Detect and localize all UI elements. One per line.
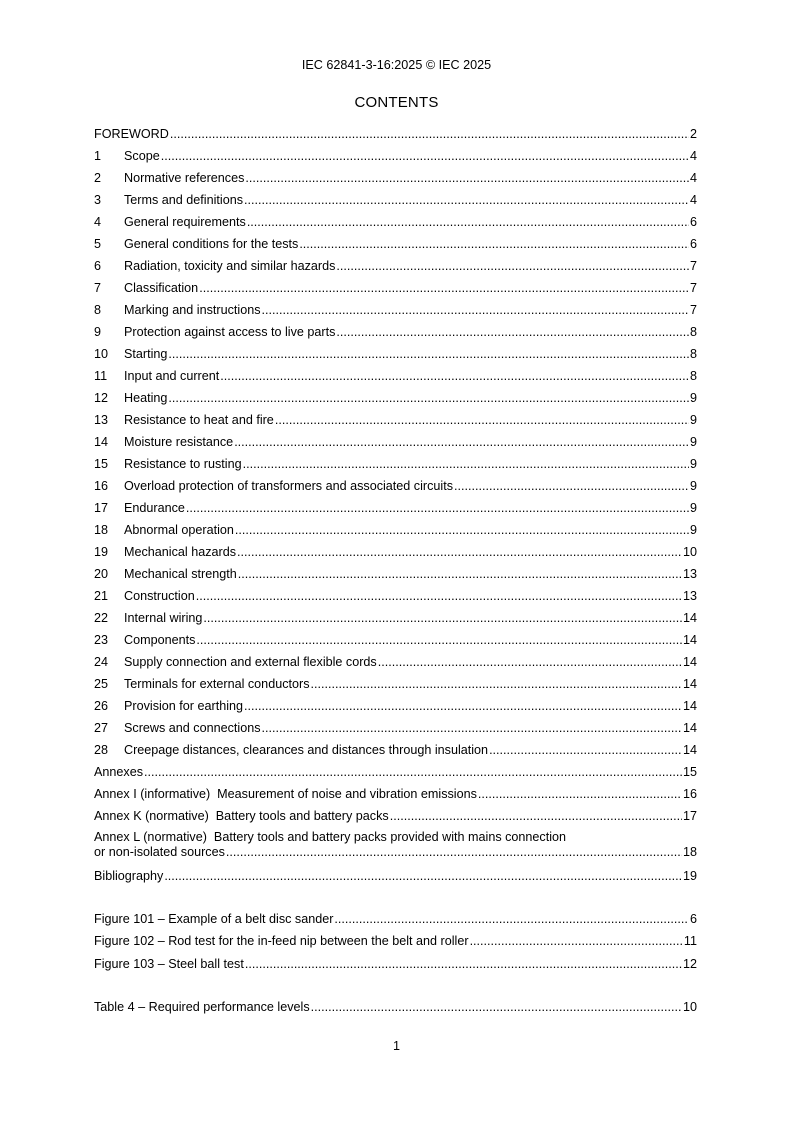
clause-number: 5 <box>94 237 102 251</box>
dot-leader <box>235 522 689 539</box>
dot-leader <box>245 170 689 187</box>
dot-leader <box>454 478 689 495</box>
toc-entry-annex-k[interactable] <box>94 808 697 825</box>
toc-page: 9 <box>689 435 697 449</box>
toc-label: Supply connection and external flexible cords <box>124 655 377 669</box>
toc-entry-clause[interactable] <box>94 588 697 605</box>
toc-entry-clause[interactable] <box>94 280 697 297</box>
toc-label: General conditions for the tests <box>124 237 299 251</box>
toc-page: 13 <box>682 589 697 603</box>
dot-leader <box>170 126 689 143</box>
toc-label: Terminals for external conductors <box>124 677 310 691</box>
toc-page: 9 <box>689 391 697 405</box>
clause-number: 6 <box>94 259 102 273</box>
toc-page: 14 <box>682 655 697 669</box>
dot-leader <box>262 720 682 737</box>
toc-entry-clause[interactable] <box>94 412 697 429</box>
toc-entry-clause[interactable] <box>94 632 697 649</box>
toc-page: 13 <box>682 567 697 581</box>
toc-label: Moisture resistance <box>124 435 234 449</box>
toc-entry-clause[interactable] <box>94 390 697 407</box>
toc-label: Abnormal operation <box>124 523 234 537</box>
toc-entry-clause[interactable] <box>94 654 697 671</box>
clause-number: 28 <box>94 743 109 757</box>
toc-entry-clause[interactable] <box>94 720 697 737</box>
clause-number: 16 <box>94 479 109 493</box>
toc-page: 16 <box>682 787 697 801</box>
toc-page: 14 <box>682 743 697 757</box>
toc-entry-clause[interactable] <box>94 478 697 495</box>
dot-leader <box>336 324 689 341</box>
toc-label: Terms and definitions <box>124 193 244 207</box>
toc-entry-table[interactable] <box>94 999 697 1016</box>
toc-label: Figure 101 – Example of a belt disc sander <box>94 912 334 926</box>
dot-leader <box>203 610 682 627</box>
toc-label: Figure 103 – Steel ball test <box>94 957 244 971</box>
toc-entry-clause[interactable] <box>94 258 697 275</box>
toc-label: Components <box>124 633 196 647</box>
clause-number: 10 <box>94 347 109 361</box>
toc-label: Screws and connections <box>124 721 261 735</box>
toc-page: 19 <box>682 869 697 883</box>
toc-entry-clause[interactable] <box>94 544 697 561</box>
toc-page: 2 <box>689 127 697 141</box>
toc-label: Annex K (normative) Battery tools and battery packs <box>94 809 389 823</box>
toc-entry-clause[interactable] <box>94 610 697 627</box>
toc-label: Resistance to rusting <box>124 457 242 471</box>
toc-label: Internal wiring <box>124 611 203 625</box>
dot-leader <box>247 214 689 231</box>
clause-number: 1 <box>94 149 102 163</box>
dot-leader <box>390 808 682 825</box>
toc-entry-figure[interactable] <box>94 911 697 928</box>
dot-leader <box>311 676 682 693</box>
toc-label: Annex I (informative) Measurement of noise and vibration emissions <box>94 787 477 801</box>
dot-leader <box>199 280 689 297</box>
toc-page: 6 <box>689 215 697 229</box>
clause-number: 7 <box>94 281 102 295</box>
clause-number: 14 <box>94 435 109 449</box>
toc-label: Figure 102 – Rod test for the in-feed nip between the belt and roller <box>94 934 469 948</box>
toc-page: 9 <box>689 501 697 515</box>
toc-page: 8 <box>689 347 697 361</box>
dot-leader <box>234 434 689 451</box>
clause-number: 26 <box>94 699 109 713</box>
toc-page: 17 <box>682 809 697 823</box>
toc-label: Input and current <box>124 369 220 383</box>
clause-number: 12 <box>94 391 109 405</box>
toc-entry-clause[interactable] <box>94 522 697 539</box>
toc-entry-clause[interactable] <box>94 434 697 451</box>
toc-label: Protection against access to live parts <box>124 325 336 339</box>
dot-leader <box>220 368 689 385</box>
contents-title: CONTENTS <box>354 94 439 111</box>
toc-label: Heating <box>124 391 168 405</box>
toc-page: 7 <box>689 259 697 273</box>
clause-number: 9 <box>94 325 102 339</box>
toc-page: 6 <box>689 912 697 926</box>
toc-entry-figure[interactable] <box>94 933 697 950</box>
toc-entry-clause[interactable] <box>94 742 697 759</box>
toc-entry-bibliography[interactable] <box>94 868 697 885</box>
toc-label: Overload protection of transformers and associated circuits <box>124 479 453 493</box>
toc-entry-annex-i[interactable] <box>94 786 697 803</box>
toc-label: Radiation, toxicity and similar hazards <box>124 259 336 273</box>
toc-entry-clause[interactable] <box>94 456 697 473</box>
dot-leader <box>237 544 682 561</box>
dot-leader <box>226 845 682 859</box>
toc-label: Bibliography <box>94 869 164 883</box>
toc-label: Classification <box>124 281 199 295</box>
dot-leader <box>262 302 689 319</box>
dot-leader <box>168 390 689 407</box>
clause-number: 25 <box>94 677 109 691</box>
toc-page: 14 <box>682 633 697 647</box>
toc-label: FOREWORD <box>94 127 169 141</box>
toc-label: Endurance <box>124 501 185 515</box>
dot-leader <box>299 236 689 253</box>
toc-label: Table 4 – Required performance levels <box>94 1000 310 1014</box>
dot-leader <box>244 698 682 715</box>
clause-number: 27 <box>94 721 109 735</box>
toc-page: 9 <box>689 413 697 427</box>
toc-entry-clause[interactable] <box>94 170 697 187</box>
toc-label: Mechanical hazards <box>124 545 237 559</box>
clause-number: 15 <box>94 457 109 471</box>
toc-page: 10 <box>682 545 697 559</box>
toc-page: 12 <box>682 957 697 971</box>
toc-page: 14 <box>682 699 697 713</box>
clause-number: 19 <box>94 545 109 559</box>
page-number: 1 <box>392 1039 400 1053</box>
clause-number: 3 <box>94 193 102 207</box>
clause-number: 24 <box>94 655 109 669</box>
toc-page: 8 <box>689 325 697 339</box>
toc-page: 18 <box>682 845 697 859</box>
document-header: IEC 62841-3-16:2025 © IEC 2025 <box>301 58 492 72</box>
toc-label: Normative references <box>124 171 245 185</box>
dot-leader <box>161 148 689 165</box>
dot-leader <box>378 654 682 671</box>
toc-page: 9 <box>689 479 697 493</box>
dot-leader <box>168 346 689 363</box>
toc-page: 7 <box>689 281 697 295</box>
dot-leader <box>186 500 689 517</box>
toc-entry-clause[interactable] <box>94 214 697 231</box>
dot-leader <box>244 192 689 209</box>
toc-entry-clause[interactable] <box>94 192 697 209</box>
clause-number: 8 <box>94 303 102 317</box>
toc-page: 14 <box>682 721 697 735</box>
toc-page: 9 <box>689 523 697 537</box>
toc-page: 15 <box>682 765 697 779</box>
dot-leader <box>336 258 689 275</box>
toc-label: Annexes <box>94 765 144 779</box>
dot-leader <box>196 632 682 649</box>
dot-leader <box>334 911 689 928</box>
dot-leader <box>144 764 682 781</box>
clause-number: 20 <box>94 567 109 581</box>
clause-number: 17 <box>94 501 109 515</box>
toc-page: 8 <box>689 369 697 383</box>
clause-number: 2 <box>94 171 102 185</box>
clause-number: 22 <box>94 611 109 625</box>
clause-number: 23 <box>94 633 109 647</box>
toc-entry-clause[interactable] <box>94 368 697 385</box>
toc-entry-clause[interactable] <box>94 676 697 693</box>
toc-entry-annex-l[interactable] <box>94 829 697 859</box>
dot-leader <box>238 566 682 583</box>
dot-leader <box>196 588 682 605</box>
clause-number: 13 <box>94 413 109 427</box>
dot-leader <box>245 956 682 973</box>
toc-page: 6 <box>689 237 697 251</box>
toc-label: Marking and instructions <box>124 303 261 317</box>
toc-label: Starting <box>124 347 168 361</box>
toc-entry-clause[interactable] <box>94 698 697 715</box>
toc-entry-clause[interactable] <box>94 302 697 319</box>
toc-page: 14 <box>682 611 697 625</box>
clause-number: 11 <box>94 369 108 383</box>
toc-label: Scope <box>124 149 160 163</box>
toc-label: General requirements <box>124 215 246 229</box>
clause-number: 21 <box>94 589 109 603</box>
dot-leader <box>470 933 683 950</box>
toc-entry-annexes[interactable] <box>94 764 697 781</box>
toc-page: 7 <box>689 303 697 317</box>
toc-label: Creepage distances, clearances and distances through insulation <box>124 743 489 757</box>
toc-label: Resistance to heat and fire <box>124 413 274 427</box>
dot-leader <box>275 412 689 429</box>
toc-entry-clause[interactable] <box>94 566 697 583</box>
toc-entry-clause[interactable] <box>94 148 697 165</box>
dot-leader <box>311 999 682 1016</box>
toc-page: 14 <box>682 677 697 691</box>
toc-label: Construction <box>124 589 195 603</box>
toc-entry-figure[interactable] <box>94 956 697 973</box>
toc-entry-clause[interactable] <box>94 500 697 517</box>
dot-leader <box>243 456 689 473</box>
toc-entry-clause[interactable] <box>94 324 697 341</box>
toc-entry-clause[interactable] <box>94 346 697 363</box>
toc-page: 4 <box>689 193 697 207</box>
clause-number: 4 <box>94 215 102 229</box>
toc-label: Mechanical strength <box>124 567 237 581</box>
toc-label-line1: Annex L (normative) Battery tools and battery packs provided with mains connection <box>94 830 567 844</box>
dot-leader <box>164 868 682 885</box>
toc-page: 4 <box>689 171 697 185</box>
toc-label-line2: or non-isolated sources <box>94 845 225 859</box>
toc-label: Provision for earthing <box>124 699 244 713</box>
toc-page: 9 <box>689 457 697 471</box>
toc-page: 10 <box>682 1000 697 1014</box>
toc-page: 4 <box>689 149 697 163</box>
toc-page: 11 <box>683 934 697 948</box>
toc-entry-foreword[interactable] <box>94 126 697 143</box>
dot-leader <box>478 786 682 803</box>
toc-entry-clause[interactable] <box>94 236 697 253</box>
clause-number: 18 <box>94 523 109 537</box>
dot-leader <box>489 742 682 759</box>
